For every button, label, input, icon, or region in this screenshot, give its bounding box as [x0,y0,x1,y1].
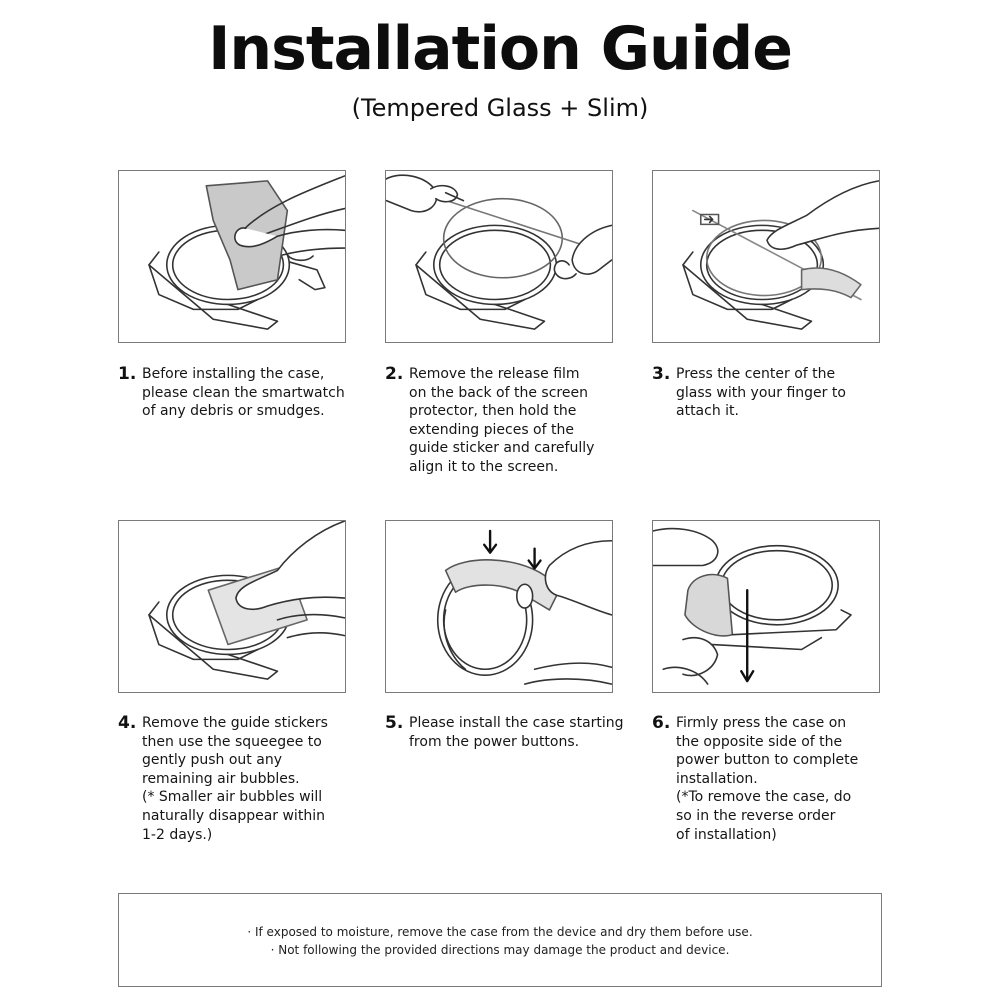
step-6-illustration [652,520,880,693]
step-1-illustration [118,170,346,343]
step-number: 3. [652,364,671,384]
step-text: Firmly press the case on the opposite side of the power button to complete installation. (*To remove the case, do so in the reverse order of installation) [676,715,859,843]
step-text: Before installing the case, please clean the smartwatch of any debris or smudges. [142,366,345,420]
step-text: Press the center of the glass with your finger to attach it. [676,366,846,420]
step-number: 6. [652,713,671,733]
step-number: 4. [118,713,137,733]
step-3-illustration [652,170,880,343]
step-2-illustration [385,170,613,343]
caution-note-directions: · Not following the provided directions may damage the product and device. [270,943,730,957]
step-5-illustration [385,520,613,693]
caution-notes-box [118,893,882,987]
step-4-illustration [118,520,346,693]
step-number: 2. [385,364,404,384]
step-text: Please install the case starting from the power buttons. [409,715,624,750]
page-title: Installation Guide [208,14,792,84]
step-number: 1. [118,364,137,384]
step-text: Remove the guide stickers then use the squeegee to gently push out any remaining air bubbles. (* Smaller air bubbles will naturally disappear within 1-2 days.) [142,715,328,843]
caution-note-moisture: · If exposed to moisture, remove the case from the device and dry them before use. [247,925,753,939]
step-number: 5. [385,713,404,733]
step-text: Remove the release film on the back of the screen protector, then hold the extending pieces of the guide sticker and carefully align it to the screen. [409,366,595,475]
page-subtitle: (Tempered Glass + Slim) [351,94,649,122]
